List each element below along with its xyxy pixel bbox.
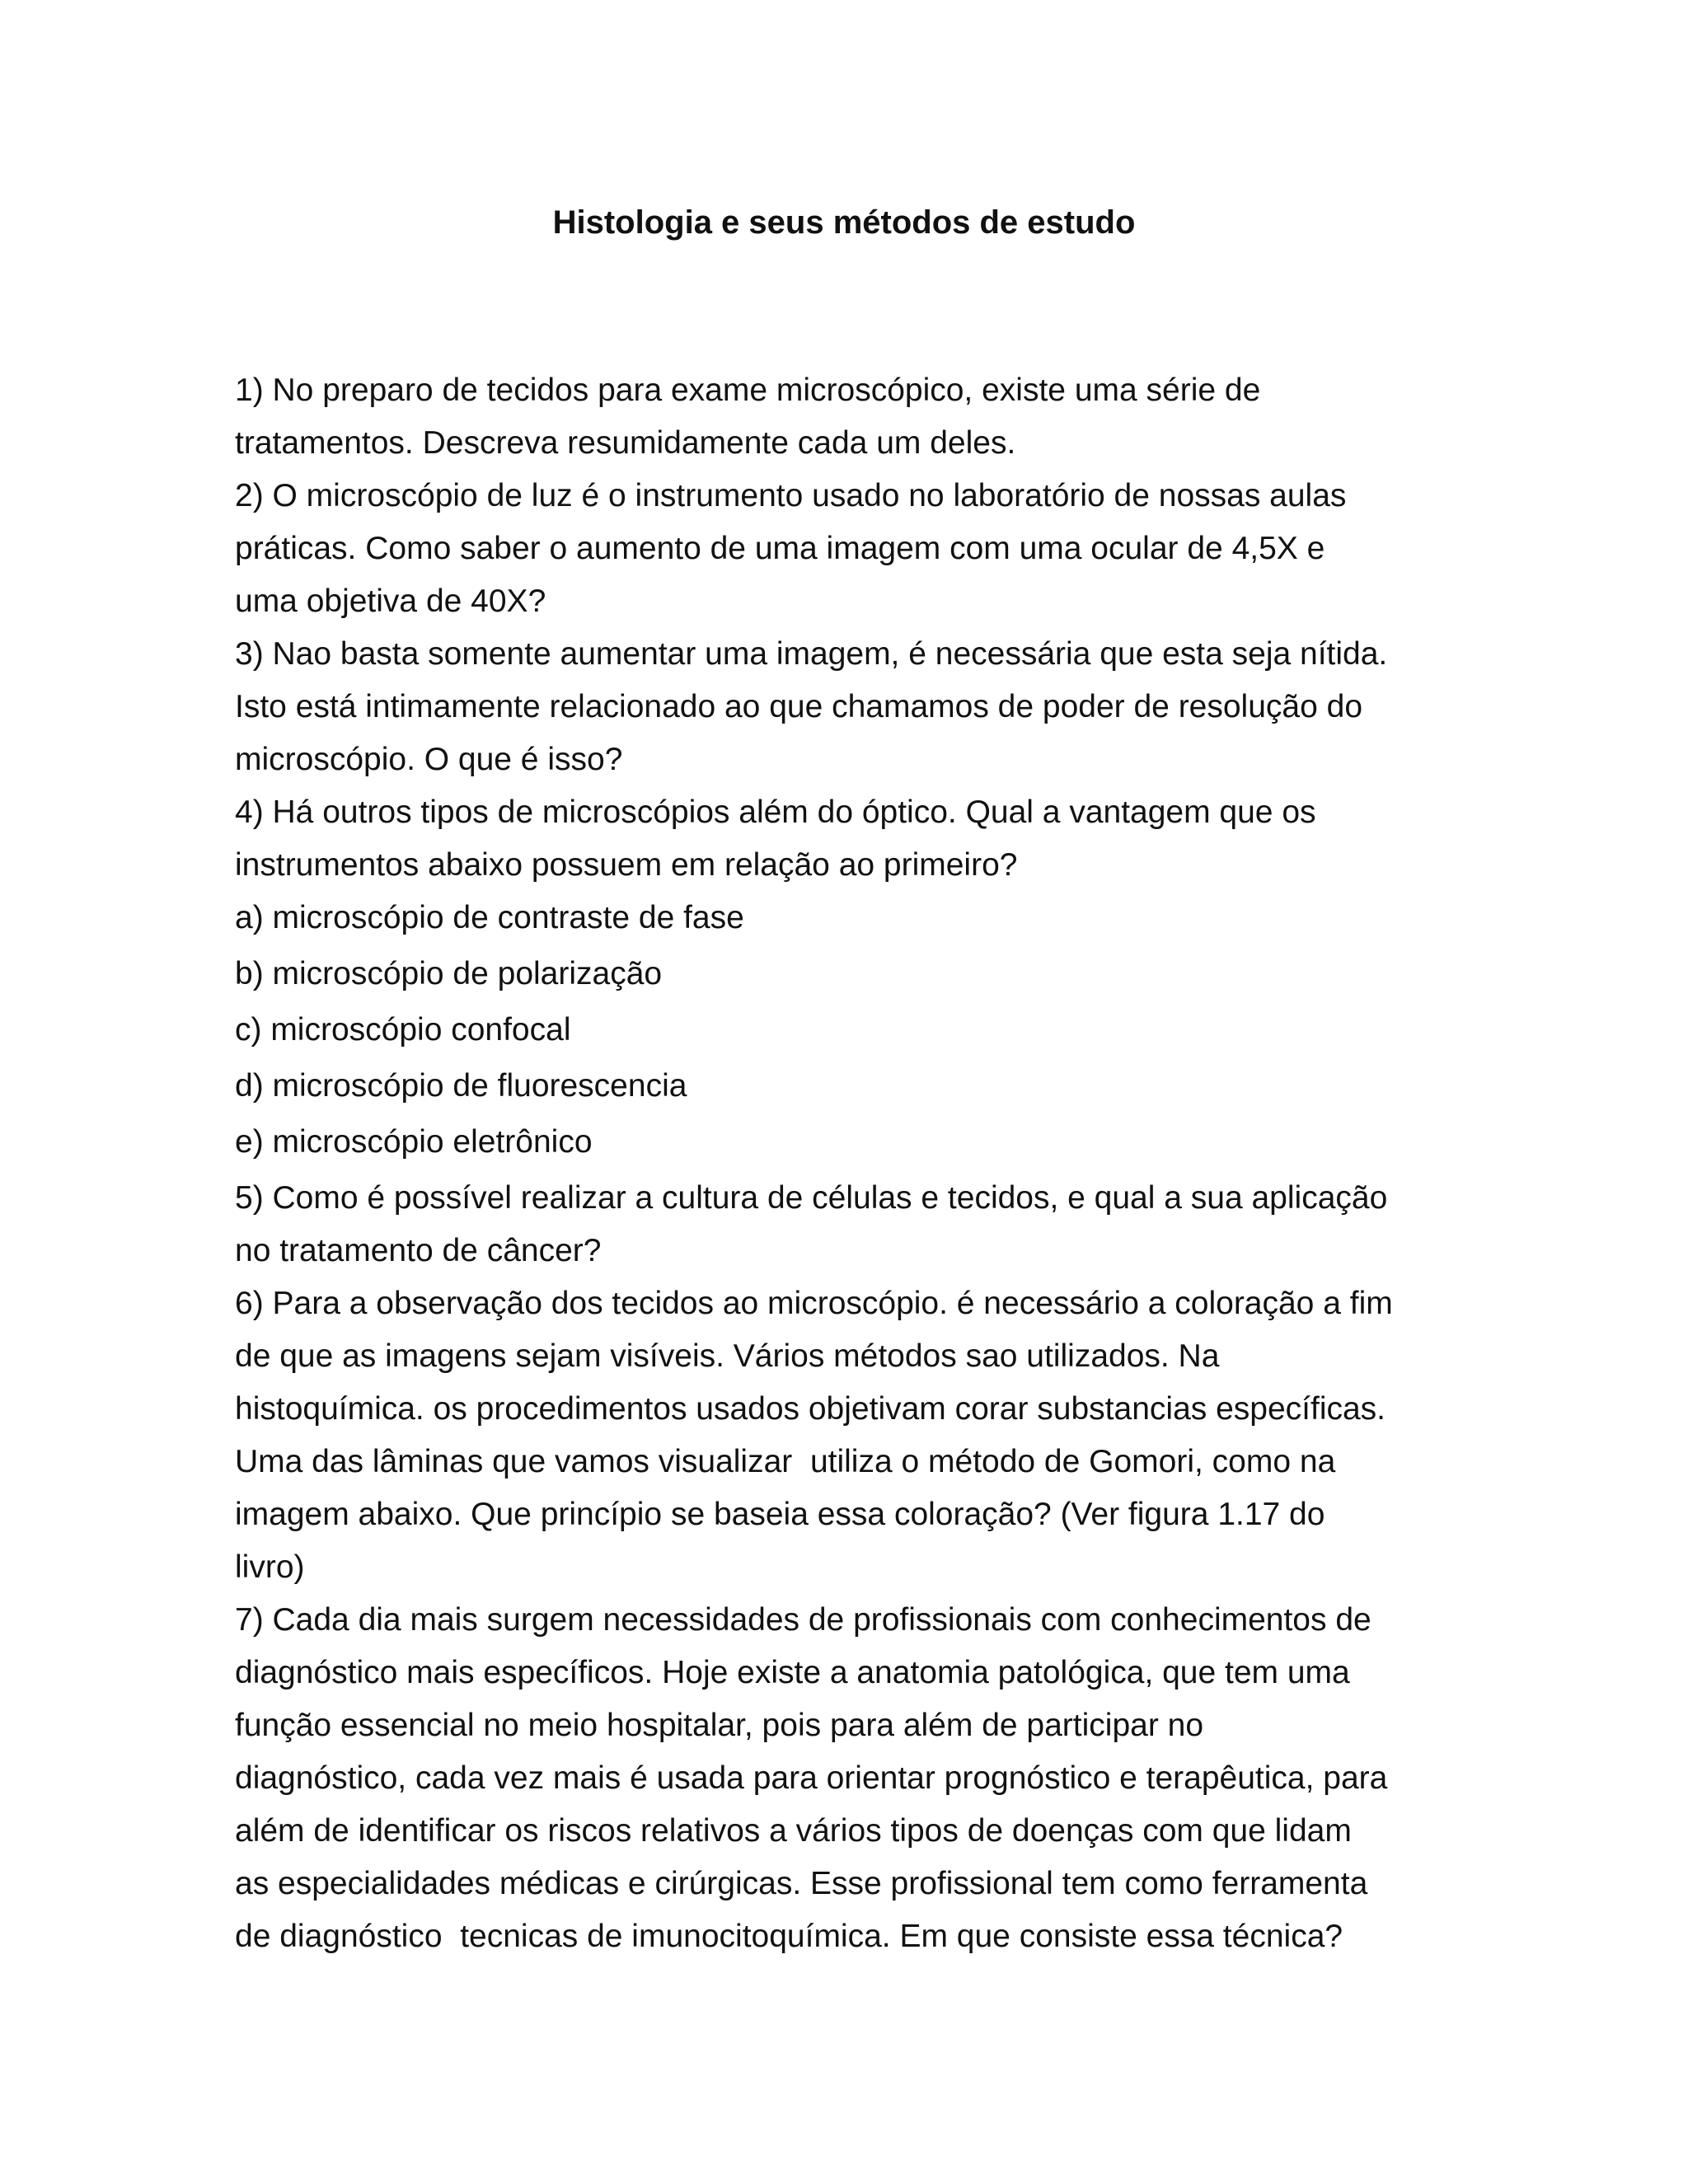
question-4-line-1: 4) Há outros tipos de microscópios além do óptico. Qual a vantagem que os xyxy=(235,794,1316,830)
question-3-line-3: microscópio. O que é isso? xyxy=(235,742,623,777)
option-b: b) microscópio de polarização xyxy=(235,956,663,991)
question-6-line-3: histoquímica. os procedimentos usados objetivam corar substancias específicas. xyxy=(235,1391,1386,1427)
question-7-line-6: as especialidades médicas e cirúrgicas. Esse profissional tem como ferramenta xyxy=(235,1866,1368,1901)
document-body xyxy=(235,364,1471,1963)
option-c: c) microscópio confocal xyxy=(235,1012,571,1047)
question-7-line-1: 7) Cada dia mais surgem necessidades de profissionais com conhecimentos de xyxy=(235,1602,1372,1638)
option-a: a) microscópio de contraste de fase xyxy=(235,900,744,935)
question-7-line-2: diagnóstico mais específicos. Hoje existe a anatomia patológica, que tem uma xyxy=(235,1655,1350,1690)
question-7-line-7: de diagnóstico tecnicas de imunocitoquímica. Em que consiste essa técnica? xyxy=(235,1919,1343,1954)
question-6-line-4: Uma das lâminas que vamos visualizar utiliza o método de Gomori, como na xyxy=(235,1444,1336,1479)
question-1-line-1: 1) No preparo de tecidos para exame microscópico, existe uma série de xyxy=(235,373,1261,408)
question-3-line-2: Isto está intimamente relacionado ao que chamamos de poder de resolução do xyxy=(235,689,1363,724)
question-2-line-1: 2) O microscópio de luz é o instrumento usado no laboratório de nossas aulas xyxy=(235,478,1347,513)
question-6-line-5: imagem abaixo. Que princípio se baseia essa coloração? (Ver figura 1.17 do xyxy=(235,1497,1325,1532)
question-6-line-2: de que as imagens sejam visíveis. Vários métodos sao utilizados. Na xyxy=(235,1338,1220,1374)
question-7-line-5: além de identificar os riscos relativos a vários tipos de doenças com que lidam xyxy=(235,1813,1352,1849)
option-d: d) microscópio de fluorescencia xyxy=(235,1068,687,1104)
option-e: e) microscópio eletrônico xyxy=(235,1124,593,1160)
question-4-line-2: instrumentos abaixo possuem em relação ao primeiro? xyxy=(235,847,1018,883)
document-title: Histologia e seus métodos de estudo xyxy=(552,204,1136,241)
question-6-line-6: livro) xyxy=(235,1549,305,1585)
question-7-line-4: diagnóstico, cada vez mais é usada para orientar prognóstico e terapêutica, para xyxy=(235,1760,1388,1796)
question-2-line-2: práticas. Como saber o aumento de uma imagem com uma ocular de 4,5X e xyxy=(235,531,1325,566)
question-3-line-1: 3) Nao basta somente aumentar uma imagem, é necessária que esta seja nítida. xyxy=(235,636,1388,672)
question-6-line-1: 6) Para a observação dos tecidos ao microscópio. é necessário a coloração a fim xyxy=(235,1286,1393,1321)
question-5-line-1: 5) Como é possível realizar a cultura de células e tecidos, e qual a sua aplicação xyxy=(235,1180,1388,1216)
question-1-line-2: tratamentos. Descreva resumidamente cada um deles. xyxy=(235,425,1016,461)
question-7-line-3: função essencial no meio hospitalar, pois para além de participar no xyxy=(235,1708,1204,1743)
question-2-line-3: uma objetiva de 40X? xyxy=(235,583,546,619)
question-5-line-2: no tratamento de câncer? xyxy=(235,1233,602,1268)
